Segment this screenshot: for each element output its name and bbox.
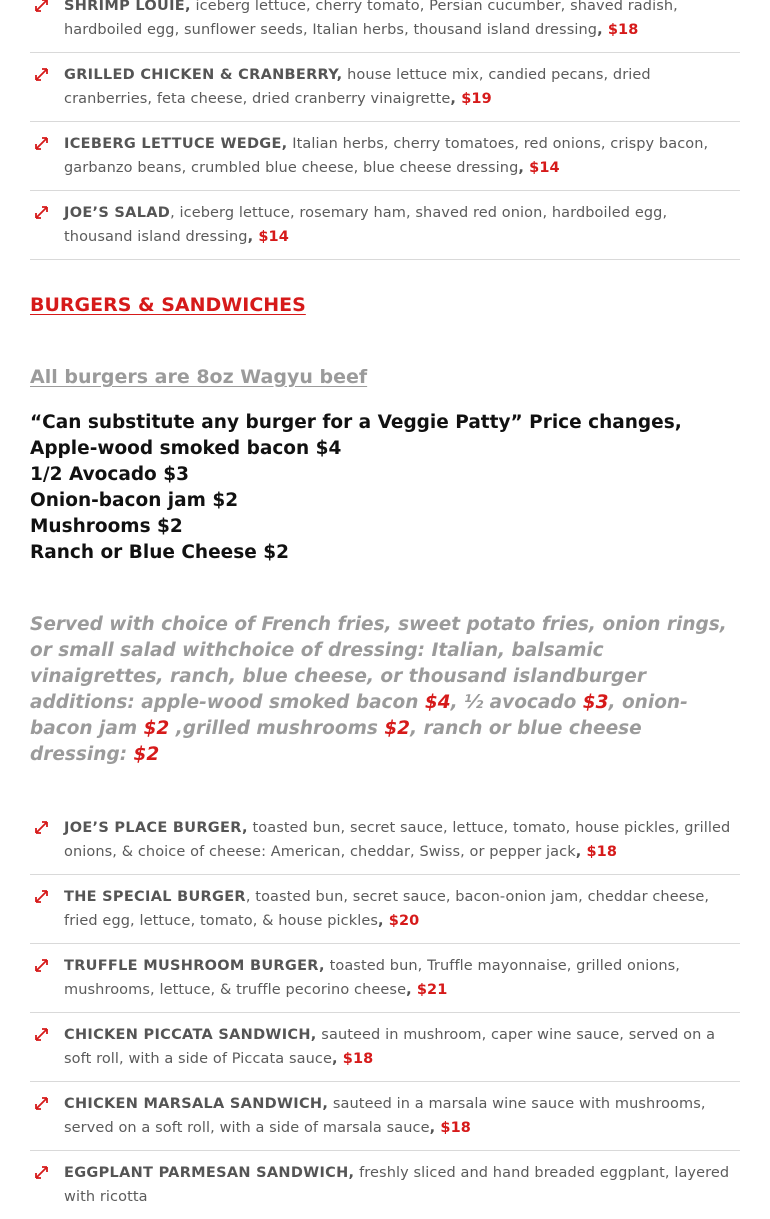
addon-line: Onion-bacon jam $2 — [30, 490, 239, 511]
salad-list — [30, 0, 740, 260]
menu-item — [30, 0, 740, 53]
served-text: ,grilled mushrooms — [169, 718, 385, 739]
expand-arrows-icon — [35, 137, 48, 150]
burger-list — [30, 806, 740, 1219]
served-price: $2 — [384, 718, 411, 739]
expand-arrows-icon — [35, 959, 48, 972]
item-price: $18 — [342, 1051, 374, 1067]
served-price: $4 — [424, 692, 451, 713]
item-price: $18 — [440, 1120, 471, 1136]
menu-item — [30, 1151, 740, 1219]
item-separator: , — [450, 91, 462, 107]
menu-item — [30, 122, 740, 191]
item-description: freshly sliced and hand breaded eggplant, layered with ricotta — [64, 1165, 730, 1205]
expand-arrows-icon — [35, 0, 48, 12]
item-name: TRUFFLE MUSHROOM BURGER, — [64, 958, 325, 974]
menu-item — [30, 875, 740, 944]
served-text: , ½ avocado — [450, 692, 583, 713]
item-name: JOE’S PLACE BURGER, — [64, 820, 248, 836]
item-price: $18 — [586, 844, 618, 860]
expand-arrows-icon — [35, 1166, 48, 1179]
item-price: $18 — [607, 22, 639, 38]
served-price: $3 — [582, 692, 609, 713]
addon-line: 1/2 Avocado $3 — [30, 464, 189, 485]
served-with-note — [30, 612, 740, 768]
menu-item — [30, 1013, 740, 1082]
item-name: JOE’S SALAD — [64, 205, 171, 221]
item-price: $14 — [529, 160, 560, 176]
menu-item — [30, 806, 740, 875]
expand-arrows-icon — [35, 68, 48, 81]
item-separator: , — [575, 844, 587, 860]
served-text: , ranch or blue cheese dressing: — [30, 718, 642, 765]
item-description: , toasted bun, secret sauce, bacon-onion jam, cheddar cheese, fried egg, lettuce, tomato, & house pickles — [64, 889, 710, 929]
item-description: toasted bun, Truffle mayonnaise, grilled onions, mushrooms, lettuce, & truffle pecorino cheese — [64, 958, 680, 998]
menu-item — [30, 191, 740, 260]
menu-item — [30, 944, 740, 1013]
addon-line: Ranch or Blue Cheese $2 — [30, 542, 289, 563]
expand-arrows-icon — [35, 1028, 48, 1041]
menu-item — [30, 1082, 740, 1151]
item-name: CHICKEN PICCATA SANDWICH, — [64, 1027, 317, 1043]
expand-arrows-icon — [35, 890, 48, 903]
item-description: , iceberg lettuce, rosemary ham, shaved red onion, hardboiled egg, thousand island dressing — [64, 205, 668, 245]
served-text: , onion-bacon jam — [30, 692, 688, 739]
item-name: CHICKEN MARSALA SANDWICH, — [64, 1096, 329, 1112]
item-separator: , — [247, 229, 259, 245]
item-description: Italian herbs, cherry tomatoes, red onions, crispy bacon, garbanzo beans, crumbled blue cheese, blue cheese dressing — [64, 136, 709, 176]
item-price: $20 — [388, 913, 420, 929]
item-description: toasted bun, secret sauce, lettuce, tomato, house pickles, grilled onions, & choice of cheese: American, cheddar, Swiss, or pepper jack — [64, 820, 731, 860]
item-price: $19 — [461, 91, 492, 107]
item-name: EGGPLANT PARMESAN SANDWICH, — [64, 1165, 355, 1181]
sub-heading[interactable]: All burgers are 8oz Wagyu beef — [30, 366, 368, 388]
item-description: house lettuce mix, candied pecans, dried cranberries, feta cheese, dried cranberry vinaigrette — [64, 67, 651, 107]
addon-list — [30, 410, 740, 566]
served-text: Served with choice of French fries, sweet potato fries, onion rings, or small salad withchoice of dressing: Italian, balsamic vinaigrettes, ranch, blue cheese, or thousand islandburger additions: apple-wood smoked bacon — [30, 614, 727, 713]
item-separator: , — [597, 22, 608, 38]
item-description: sauteed in a marsala wine sauce with mushrooms, served on a soft roll, with a side of marsala sauce — [64, 1096, 706, 1136]
item-separator: , — [429, 1120, 441, 1136]
expand-arrows-icon — [35, 1097, 48, 1110]
addon-line: Mushrooms $2 — [30, 516, 183, 537]
addon-line: “Can substitute any burger for a Veggie Patty” Price changes, — [30, 412, 682, 433]
item-separator: , — [518, 160, 530, 176]
menu-item — [30, 53, 740, 122]
addon-line: Apple-wood smoked bacon $4 — [30, 438, 342, 459]
served-price: $2 — [133, 744, 160, 765]
item-separator: , — [332, 1051, 343, 1067]
item-name: GRILLED CHICKEN & CRANBERRY, — [64, 67, 343, 83]
item-name: ICEBERG LETTUCE WEDGE, — [64, 136, 288, 152]
item-name: THE SPECIAL BURGER — [64, 889, 246, 905]
section-title[interactable]: BURGERS & SANDWICHES — [30, 294, 306, 316]
item-description: sauteed in mushroom, caper wine sauce, served on a soft roll, with a side of Piccata sauce — [64, 1027, 716, 1067]
item-price: $21 — [416, 982, 448, 998]
item-separator: , — [378, 913, 389, 929]
expand-arrows-icon — [35, 206, 48, 219]
item-name: SHRIMP LOUIE, — [64, 0, 191, 14]
item-price: $14 — [258, 229, 289, 245]
item-description: iceberg lettuce, cherry tomato, Persian cucumber, shaved radish, hardboiled egg, sunflower seeds, Italian herbs, thousand island dressing — [64, 0, 678, 38]
expand-arrows-icon — [35, 821, 48, 834]
item-separator: , — [406, 982, 417, 998]
served-price: $2 — [143, 718, 170, 739]
